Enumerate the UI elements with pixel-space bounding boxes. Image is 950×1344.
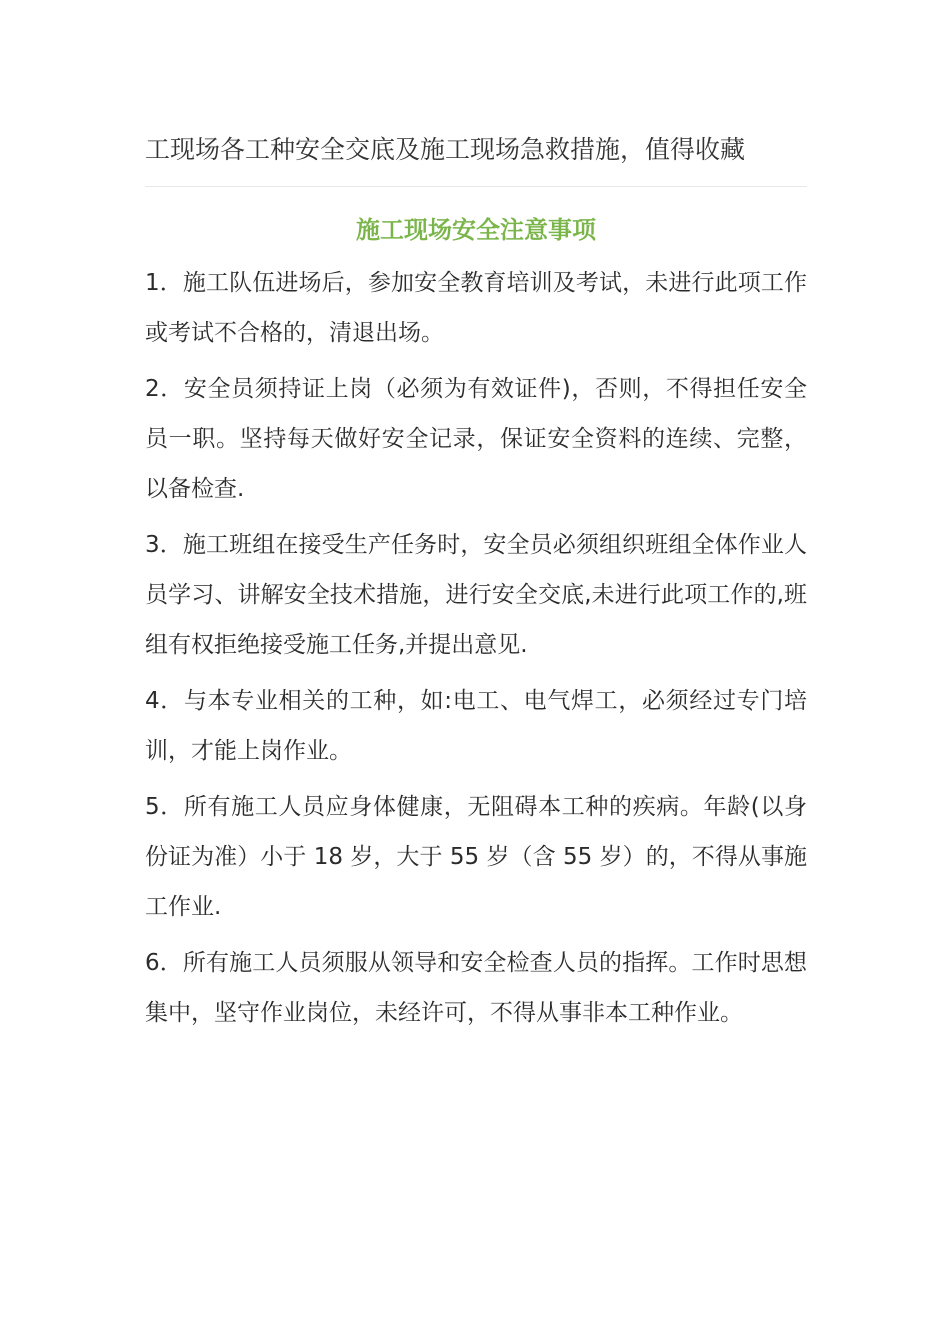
item-number: 2．: [145, 376, 184, 402]
list-item: [145, 938, 807, 1038]
list-item: [145, 364, 807, 514]
list-item: [145, 258, 807, 358]
safety-items-list: [145, 258, 807, 1044]
list-item: [145, 676, 807, 776]
item-text: 施工队伍进场后，参加安全教育培训及考试，未进行此项工作或考试不合格的，清退出场。: [145, 270, 807, 346]
item-number: 5．: [145, 794, 184, 820]
item-number: 4．: [145, 688, 184, 714]
page-title: 工现场各工种安全交底及施工现场急救措施，值得收藏: [145, 135, 746, 164]
list-item: [145, 520, 807, 670]
item-number: 3．: [145, 532, 183, 558]
title-divider: [145, 186, 807, 187]
item-text: 与本专业相关的工种，如:电工、电气焊工，必须经过专门培训，才能上岗作业。: [145, 688, 807, 764]
item-text: 所有施工人员应身体健康，无阻碍本工种的疾病。年龄(以身份证为准）小于 18 岁，大于 55 岁（含 55 岁）的，不得从事施工作业.: [145, 794, 807, 920]
section-heading: 施工现场安全注意事项: [356, 216, 596, 244]
item-text: 施工班组在接受生产任务时，安全员必须组织班组全体作业人员学习、讲解安全技术措施，进行安全交底,未进行此项工作的,班组有权拒绝接受施工任务,并提出意见.: [145, 532, 807, 658]
list-item: [145, 782, 807, 932]
item-number: 6．: [145, 950, 183, 976]
item-number: 1．: [145, 270, 183, 296]
item-text: 安全员须持证上岗（必须为有效证件)，否则，不得担任安全员一职。坚持每天做好安全记录，保证安全资料的连续、完整，以备检查.: [145, 376, 807, 502]
item-text: 所有施工人员须服从领导和安全检查人员的指挥。工作时思想集中，坚守作业岗位，未经许可，不得从事非本工种作业。: [145, 950, 807, 1026]
